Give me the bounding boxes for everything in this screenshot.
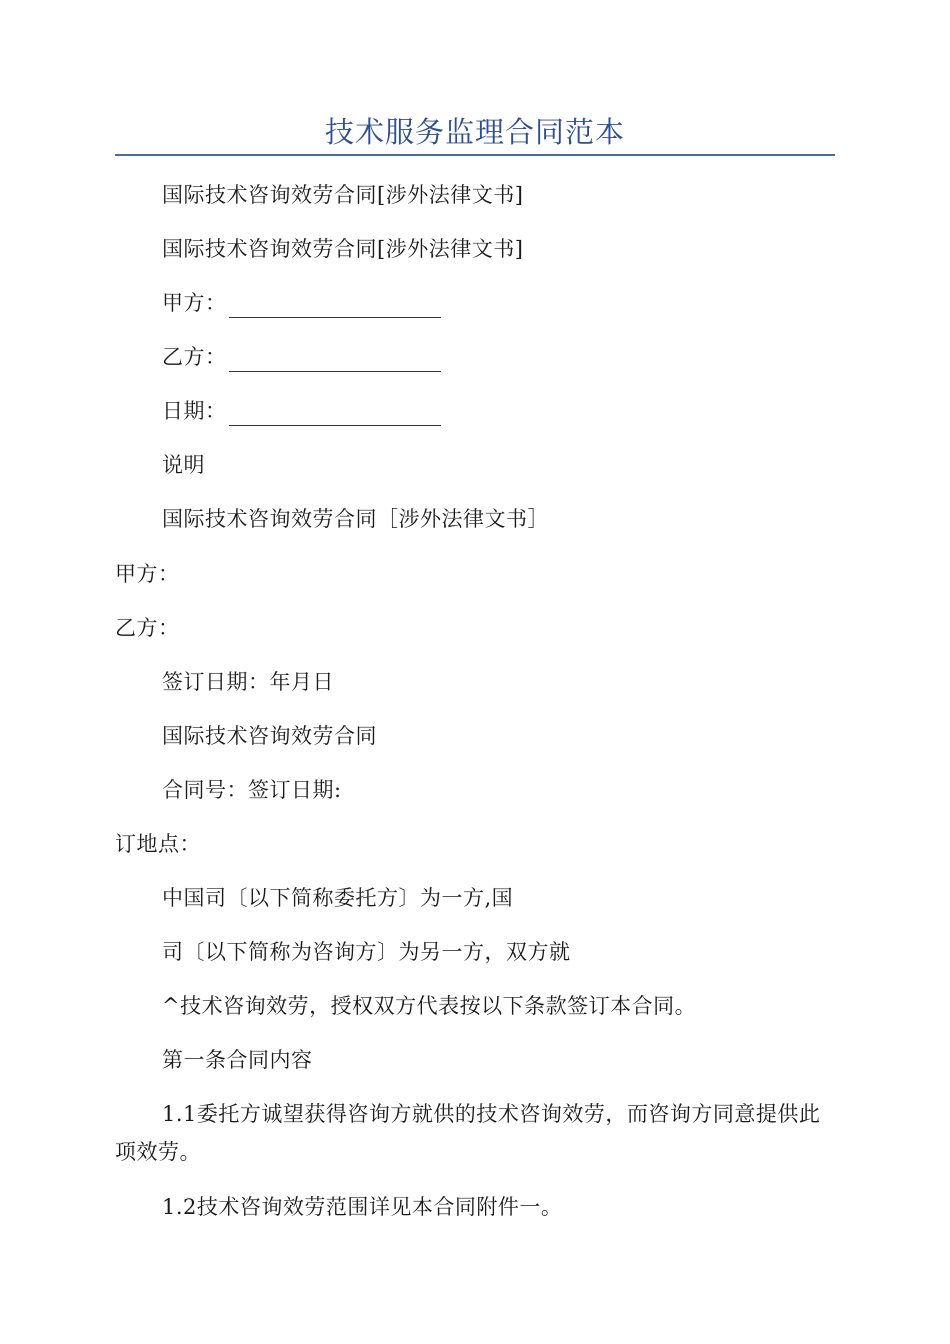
- party-b-label: 乙方：: [162, 345, 227, 369]
- party-b-blank: [229, 349, 441, 372]
- sign-place-line: 订地点：: [115, 832, 201, 856]
- clause-1-1: 1.1委托方诚望获得咨询方就供的技术咨询效劳，而咨询方同意提供此项效劳。: [115, 1102, 821, 1164]
- text-line: 国际技术咨询效劳合同[涉外法律文书]: [162, 237, 524, 261]
- text-line: 中国司〔以下简称委托方〕为一方,国: [162, 886, 514, 910]
- sign-date-line: 签订日期：年月日: [162, 670, 334, 694]
- date-field: [162, 396, 441, 426]
- text-line: 国际技术咨询效劳合同［涉外法律文书］: [162, 507, 549, 531]
- party-a-line: 甲方：: [115, 562, 180, 586]
- party-b-line: 乙方：: [115, 616, 180, 640]
- party-a-blank: [229, 295, 441, 318]
- text-line: 司〔以下简称为咨询方〕为另一方，双方就: [162, 940, 571, 964]
- contract-number-line: 合同号：签订日期:: [162, 778, 342, 802]
- title-underline: [115, 154, 835, 156]
- clause-1-2: 1.2技术咨询效劳范围详见本合同附件一。: [162, 1195, 563, 1219]
- article-heading: 第一条合同内容: [162, 1048, 313, 1072]
- date-label: 日期：: [162, 399, 227, 423]
- explanation-heading: 说明: [162, 453, 205, 477]
- date-blank: [229, 403, 441, 426]
- party-a-field: [162, 288, 441, 318]
- text-line: ^技术咨询效劳，授权双方代表按以下条款签订本合同。: [162, 994, 697, 1018]
- party-a-label: 甲方：: [162, 291, 227, 315]
- text-line: 国际技术咨询效劳合同[涉外法律文书]: [162, 183, 524, 207]
- party-b-field: [162, 342, 441, 372]
- page-title: 技术服务监理合同范本: [324, 115, 625, 149]
- contract-name-line: 国际技术咨询效劳合同: [162, 724, 377, 748]
